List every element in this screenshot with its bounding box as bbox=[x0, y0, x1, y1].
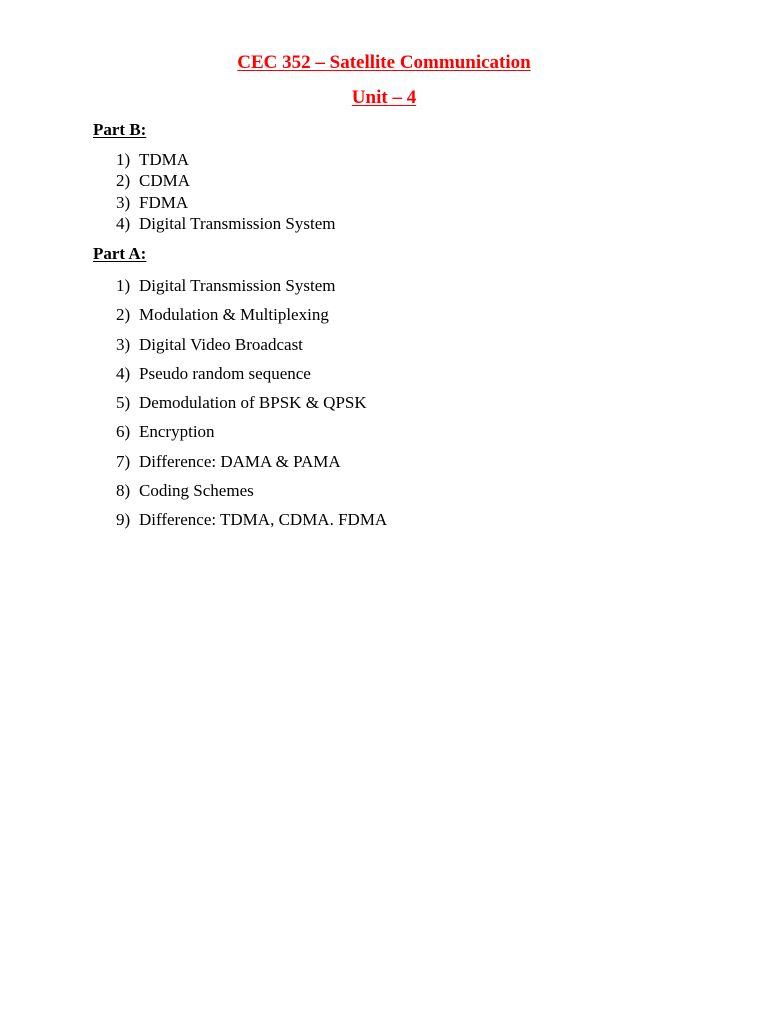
list-item bbox=[116, 359, 387, 388]
list-item-number: 3) bbox=[116, 334, 131, 354]
list-item-text: Encryption bbox=[139, 422, 215, 442]
list-item-text: Difference: DAMA & PAMA bbox=[139, 451, 341, 471]
list-item-number: 2) bbox=[116, 305, 131, 325]
list-item-text: Demodulation of BPSK & QPSK bbox=[139, 393, 367, 413]
list-item-text: Modulation & Multiplexing bbox=[139, 305, 329, 325]
list-item bbox=[116, 213, 335, 234]
list-item bbox=[116, 271, 387, 300]
list-item-text: Coding Schemes bbox=[139, 481, 254, 501]
list-item-text: Difference: TDMA, CDMA. FDMA bbox=[139, 510, 388, 530]
list-item bbox=[116, 330, 387, 359]
list-item-number: 4) bbox=[116, 213, 131, 233]
list-item bbox=[116, 476, 387, 505]
list-item-text: FDMA bbox=[139, 192, 189, 212]
list-item-text: Digital Transmission System bbox=[139, 276, 336, 295]
list-item-number: 8) bbox=[116, 481, 131, 501]
part-b-heading: Part B: bbox=[93, 120, 147, 139]
list-item-number: 4) bbox=[116, 363, 131, 383]
list-item bbox=[116, 505, 387, 534]
part-a-list bbox=[116, 271, 387, 535]
list-item bbox=[116, 447, 387, 476]
list-item-number: 1) bbox=[116, 276, 131, 295]
list-item-number: 3) bbox=[116, 192, 131, 212]
list-item-number: 5) bbox=[116, 393, 131, 413]
document-title: CEC 352 – Satellite Communication bbox=[237, 52, 531, 73]
list-item-text: Pseudo random sequence bbox=[139, 363, 311, 383]
list-item-number: 2) bbox=[116, 171, 131, 191]
list-item bbox=[116, 149, 335, 170]
list-item-text: Digital Video Broadcast bbox=[139, 334, 303, 354]
list-item-number: 6) bbox=[116, 422, 131, 442]
list-item-number: 9) bbox=[116, 510, 131, 530]
part-a-heading: Part A: bbox=[93, 244, 147, 263]
list-item bbox=[116, 192, 335, 213]
list-item bbox=[116, 170, 335, 191]
part-b-list bbox=[116, 149, 335, 234]
list-item-number: 7) bbox=[116, 451, 131, 471]
unit-title: Unit – 4 bbox=[351, 87, 417, 108]
list-item bbox=[116, 300, 387, 329]
list-item-number: 1) bbox=[116, 150, 131, 169]
list-item bbox=[116, 417, 387, 446]
list-item bbox=[116, 388, 387, 417]
list-item-text: TDMA bbox=[139, 150, 190, 169]
list-item-text: Digital Transmission System bbox=[139, 213, 336, 233]
list-item-text: CDMA bbox=[139, 171, 191, 191]
